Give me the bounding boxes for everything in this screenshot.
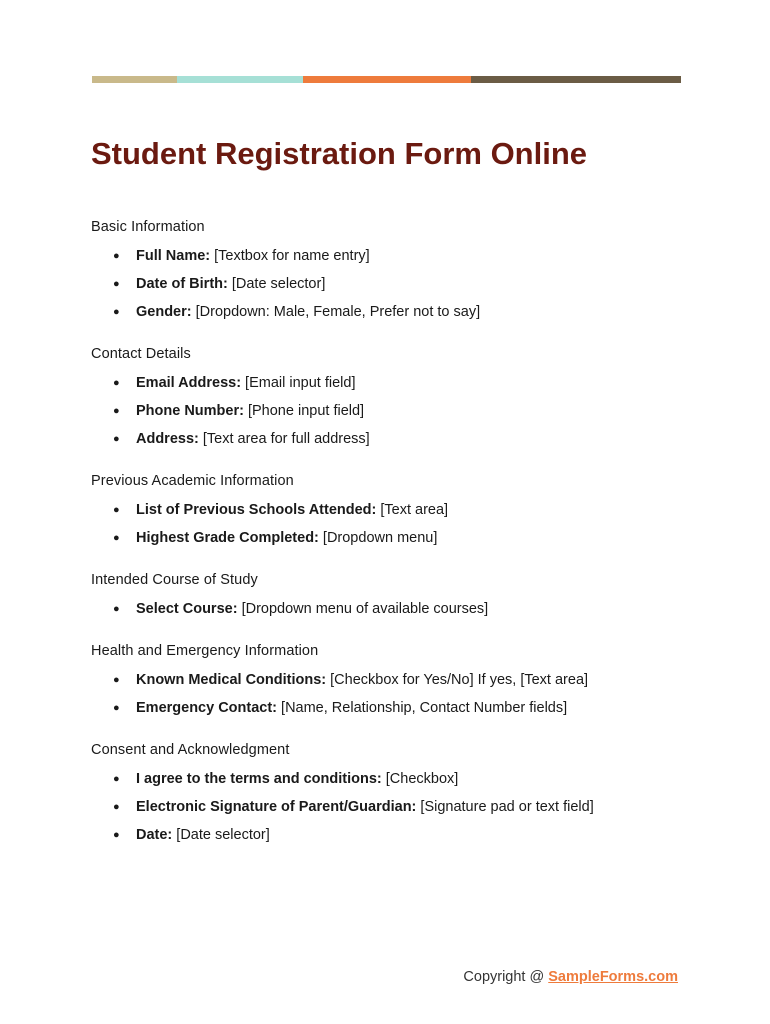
field-list-item xyxy=(91,428,691,450)
bullet-icon: ● xyxy=(113,250,120,262)
field-description: [Dropdown menu of available courses] xyxy=(237,601,489,617)
field-list xyxy=(91,669,691,719)
field-label: Highest Grade Completed: xyxy=(136,530,319,546)
field-list-item xyxy=(91,400,691,422)
form-section xyxy=(91,739,691,846)
field-label: Emergency Contact: xyxy=(136,700,278,716)
bullet-icon: ● xyxy=(113,377,120,389)
bullet-icon: ● xyxy=(113,773,120,785)
form-section xyxy=(91,343,691,450)
bullet-icon: ● xyxy=(113,702,120,714)
field-list-item xyxy=(91,245,691,267)
field-description: [Date selector] xyxy=(172,827,270,843)
field-description: [Signature pad or text field] xyxy=(416,799,594,815)
section-heading: Consent and Acknowledgment xyxy=(91,742,290,758)
field-description: [Text area] xyxy=(376,502,449,518)
field-label: List of Previous Schools Attended: xyxy=(136,502,377,518)
form-section xyxy=(91,470,691,549)
accent-bar-segment xyxy=(303,76,471,83)
field-list-item xyxy=(91,697,691,719)
field-label: I agree to the terms and conditions: xyxy=(136,771,382,787)
field-list xyxy=(91,499,691,549)
bullet-icon: ● xyxy=(113,433,120,445)
field-list-item xyxy=(91,824,691,846)
field-label: Known Medical Conditions: xyxy=(136,672,327,688)
field-list-item xyxy=(91,768,691,790)
page-title: Student Registration Form Online xyxy=(91,136,588,171)
field-description: [Checkbox] xyxy=(381,771,459,787)
accent-bar-segment xyxy=(471,76,681,83)
field-list xyxy=(91,372,691,450)
section-heading: Contact Details xyxy=(91,346,191,362)
field-description: [Textbox for name entry] xyxy=(210,248,370,264)
field-label: Electronic Signature of Parent/Guardian: xyxy=(136,799,417,815)
field-label: Full Name: xyxy=(136,248,211,264)
section-heading: Health and Emergency Information xyxy=(91,643,319,659)
field-description: [Name, Relationship, Contact Number fields] xyxy=(277,700,568,716)
section-heading: Previous Academic Information xyxy=(91,473,294,489)
field-description: [Checkbox for Yes/No] If yes, [Text area] xyxy=(326,672,589,688)
bullet-icon: ● xyxy=(113,278,120,290)
bullet-icon: ● xyxy=(113,405,120,417)
copyright-text: Copyright @ xyxy=(463,969,549,985)
bullet-icon: ● xyxy=(113,829,120,841)
field-list xyxy=(91,768,691,846)
section-heading: Intended Course of Study xyxy=(91,572,258,588)
bullet-icon: ● xyxy=(113,801,120,813)
bullet-icon: ● xyxy=(113,306,120,318)
field-list-item xyxy=(91,301,691,323)
field-description: [Date selector] xyxy=(227,276,326,292)
field-list-item xyxy=(91,273,691,295)
section-heading: Basic Information xyxy=(91,219,205,235)
field-label: Date: xyxy=(136,827,173,843)
bullet-icon: ● xyxy=(113,674,120,686)
field-label: Address: xyxy=(136,431,199,447)
form-section xyxy=(91,569,691,620)
field-label: Phone Number: xyxy=(136,403,244,419)
field-label: Email Address: xyxy=(136,375,242,391)
form-section xyxy=(91,216,691,323)
field-description: [Text area for full address] xyxy=(198,431,370,447)
form-outline xyxy=(91,216,691,866)
bullet-icon: ● xyxy=(113,504,120,516)
field-list-item xyxy=(91,796,691,818)
field-label: Select Course: xyxy=(136,601,238,617)
accent-color-bar xyxy=(92,76,681,83)
field-description: [Email input field] xyxy=(241,375,356,391)
field-list xyxy=(91,245,691,323)
accent-bar-segment xyxy=(177,76,303,83)
field-list xyxy=(91,598,691,620)
field-list-item xyxy=(91,598,691,620)
field-list-item xyxy=(91,669,691,691)
field-list-item xyxy=(91,372,691,394)
form-section xyxy=(91,640,691,719)
sampleforms-link[interactable]: SampleForms.com xyxy=(548,969,678,985)
bullet-icon: ● xyxy=(113,603,120,615)
bullet-icon: ● xyxy=(113,532,120,544)
copyright-footer xyxy=(463,966,678,988)
field-label: Gender: xyxy=(136,304,192,320)
field-list-item xyxy=(91,527,691,549)
field-label: Date of Birth: xyxy=(136,276,228,292)
accent-bar-segment xyxy=(92,76,177,83)
field-list-item xyxy=(91,499,691,521)
field-description: [Dropdown menu] xyxy=(318,530,438,546)
field-description: [Phone input field] xyxy=(243,403,365,419)
field-description: [Dropdown: Male, Female, Prefer not to say] xyxy=(191,304,481,320)
